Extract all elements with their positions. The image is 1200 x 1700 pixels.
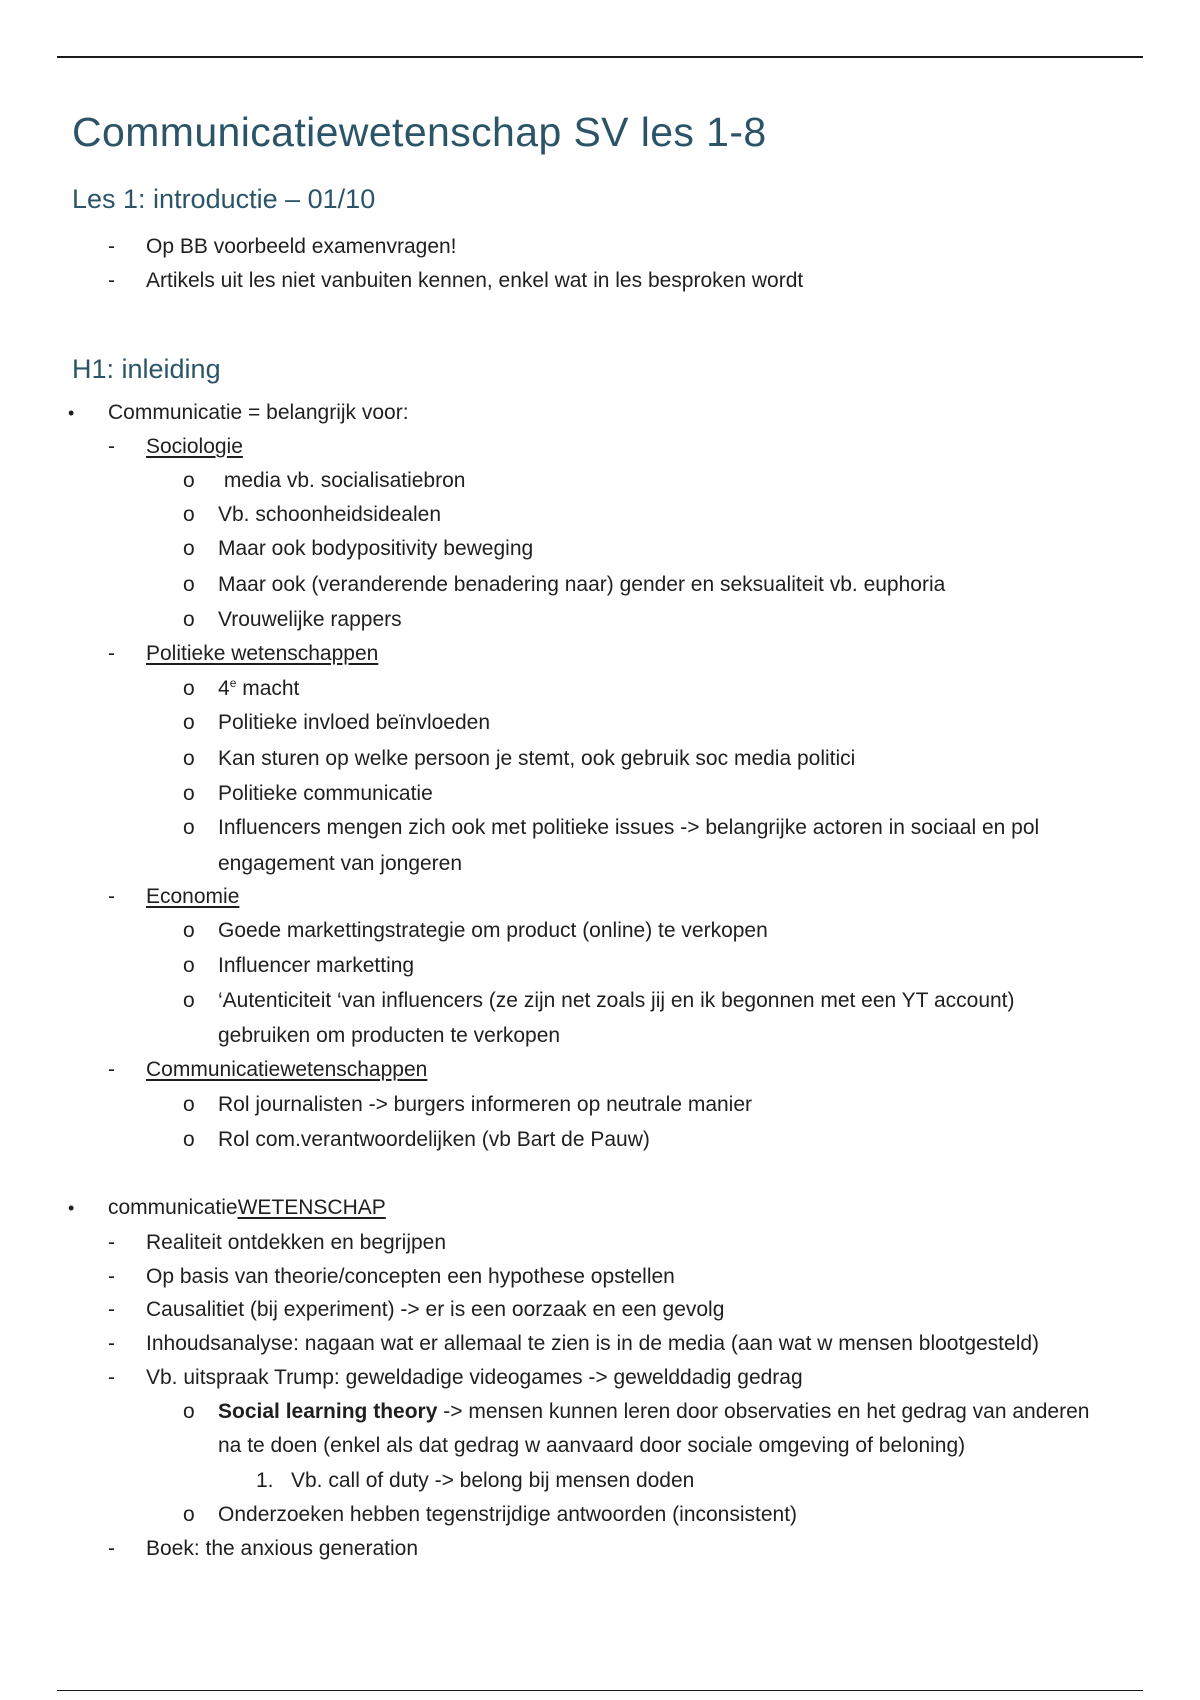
dash-marker: - [108,235,115,258]
item-text: Causalitiet (bij experiment) -> er is een oorzaak en een gevolg [146,1298,725,1321]
document-title: Communicatiewetenschap SV les 1-8 [72,109,767,155]
subheading-communicatiewetenschappen: Communicatiewetenschappen [146,1058,428,1081]
item-text [108,1195,386,1221]
o-marker: o [183,711,195,734]
header-rule [57,56,1143,58]
o-marker: o [183,573,195,596]
item-text: Influencer marketting [218,954,415,977]
o-marker: o [183,1400,195,1423]
footer-rule [57,1690,1143,1691]
item-text: Op BB voorbeeld examenvragen! [146,235,457,258]
dash-marker: - [108,885,115,908]
item-text [218,676,299,702]
item-text: Vb. uitspraak Trump: geweldadige videogames -> gewelddadig gedrag [146,1366,803,1389]
o-marker: o [183,954,195,977]
item-text: Vb. call of duty -> belong bij mensen doden [291,1469,695,1492]
dash-marker: - [108,1265,115,1288]
item-text: Artikels uit les niet vanbuiten kennen, enkel wat in les besproken wordt [146,269,804,292]
item-text: Maar ook bodypositivity beweging [218,537,534,560]
o-marker: o [183,1093,195,1116]
heading-h1: H1: inleiding [72,354,221,384]
number-marker: 1. [256,1469,274,1492]
dash-marker: - [108,642,115,665]
dash-marker: - [108,1332,115,1355]
item-text: Realiteit ontdekken en begrijpen [146,1231,447,1254]
bullet-marker: • [68,403,75,423]
dash-marker: - [108,1298,115,1321]
item-text: ‘Autenticiteit ‘van influencers (ze zijn net zoals jij en ik begonnen met een YT account) [218,989,1015,1012]
item-text: Inhoudsanalyse: nagaan wat er allemaal te zien is in de media (aan wat w mensen blootgesteld) [146,1332,1040,1355]
o-marker: o [183,747,195,770]
o-marker: o [183,782,195,805]
item-text: gebruiken om producten te verkopen [218,1024,561,1047]
item-text: Rol com.verantwoordelijken (vb Bart de Pauw) [218,1128,650,1151]
macht-superscript: e [229,676,237,690]
item-text: Politieke communicatie [218,782,433,805]
item-text: Boek: the anxious generation [146,1537,419,1560]
label-plain: communicatie [108,1196,238,1219]
item-text: na te doen (enkel als dat gedrag w aanvaard door sociale omgeving of beloning) [218,1434,966,1457]
bullet-marker: • [68,1198,75,1218]
o-marker: o [183,989,195,1012]
subheading-sociologie: Sociologie [146,435,243,458]
o-marker: o [183,816,195,839]
item-text: Vb. schoonheidsidealen [218,503,442,526]
subheading-politiek: Politieke wetenschappen [146,642,379,665]
item-text: Maar ook (veranderende benadering naar) gender en seksualiteit vb. euphoria [218,573,946,596]
o-marker: o [183,537,195,560]
o-marker: o [183,1128,195,1151]
macht-number: 4 [218,677,230,700]
subheading-economie: Economie [146,885,240,908]
item-text: Goede markettingstrategie om product (online) te verkopen [218,919,768,942]
item-text [218,1399,1089,1425]
item-text: Onderzoeken hebben tegenstrijdige antwoorden (inconsistent) [218,1503,798,1526]
dash-marker: - [108,1366,115,1389]
o-marker: o [183,1503,195,1526]
social-learning-theory-term: Social learning theory [218,1400,438,1423]
item-text: Op basis van theorie/concepten een hypothese opstellen [146,1265,675,1288]
o-marker: o [183,469,195,492]
o-marker: o [183,919,195,942]
label-underlined: WETENSCHAP [237,1196,386,1219]
o-marker: o [183,608,195,631]
item-text: engagement van jongeren [218,852,463,875]
heading-les1: Les 1: introductie – 01/10 [72,184,376,214]
item-text: Vrouwelijke rappers [218,608,402,631]
item-text: media vb. socialisatiebron [218,469,466,492]
o-marker: o [183,503,195,526]
dash-marker: - [108,1058,115,1081]
dash-marker: - [108,1537,115,1560]
dash-marker: - [108,435,115,458]
o-marker: o [183,677,195,700]
dash-marker: - [108,269,115,292]
item-text: Rol journalisten -> burgers informeren op neutrale manier [218,1093,753,1116]
social-learning-theory-text: -> mensen kunnen leren door observaties en het gedrag van anderen [437,1400,1090,1423]
macht-text: macht [236,677,300,700]
item-text: Influencers mengen zich ook met politieke issues -> belangrijke actoren in sociaal en pol [218,816,1040,839]
item-text: Politieke invloed beïnvloeden [218,711,491,734]
dash-marker: - [108,1231,115,1254]
item-text: Communicatie = belangrijk voor: [108,401,409,424]
item-text: Kan sturen op welke persoon je stemt, ook gebruik soc media politici [218,747,856,770]
